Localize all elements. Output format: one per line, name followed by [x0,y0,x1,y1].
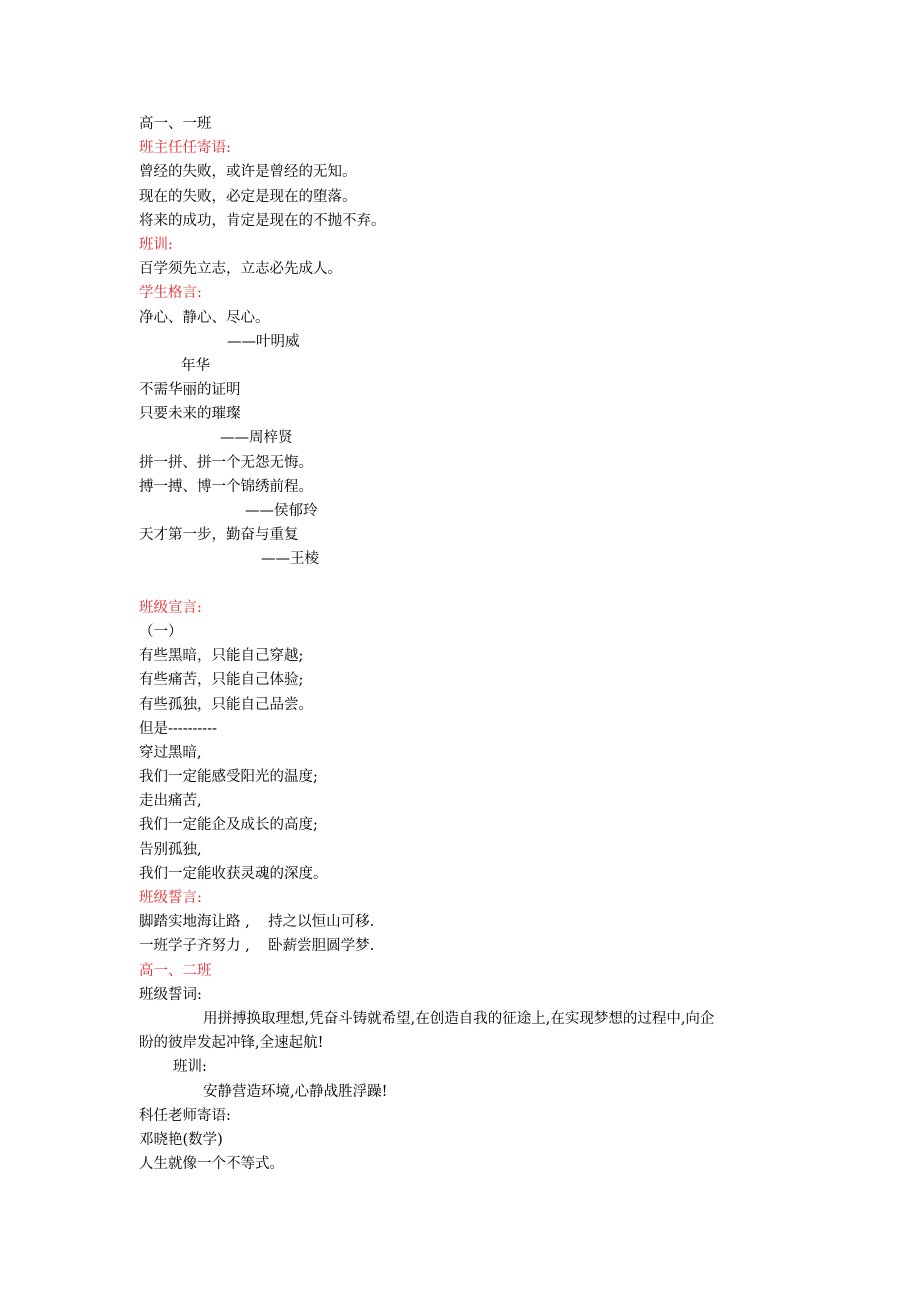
declaration-line: 我们一定能收获灵魂的深度。 [139,865,328,882]
student-quote: 搏一搏、博一个锦绣前程。 [139,478,313,495]
declaration-line: 有些孤独，只能自己品尝。 [139,696,313,713]
declaration-line: 我们一定能企及成长的高度; [139,817,318,834]
declaration-line: 有些黑暗，只能自己穿越; [139,648,304,665]
declaration-line: 穿过黑暗, [139,744,202,761]
quote-author: ——侯郁玲 [245,503,318,519]
declaration-line: 走出痛苦, [139,793,202,810]
student-quote: 天才第一步，勤奋与重复 [139,527,299,544]
poem-line: 不需华丽的证明 [139,382,241,399]
declaration-line: 告别孤独, [139,841,202,858]
oath-line: 脚踏实地海让路 , 持之以恒山可移. [139,914,375,931]
class2-oath-text: 盼的彼岸发起冲锋,全速起航! [139,1035,324,1052]
class-motto: 百学须先立志，立志必先成人。 [139,261,342,278]
subject-teacher-name: 邓晓艳(数学) [139,1131,223,1148]
teacher-message-line: 现在的失败，必定是现在的堕落。 [139,188,357,205]
quote-author: ——叶明威 [227,333,300,350]
oath-heading: 班级誓言: [139,890,202,906]
declaration-line: 但是---------- [139,720,217,737]
class2-motto-heading: 班训: [173,1059,207,1076]
class2-motto: 安静营造环境,心静战胜浮躁! [203,1083,388,1100]
student-quote: 拼一拼、拼一个无怨无悔。 [139,454,313,471]
document-body [139,112,799,1176]
declaration-number: （一） [139,623,183,640]
class2-oath-heading: 班级誓词: [139,986,202,1003]
class2-oath-text: 用拼搏换取理想,凭奋斗铸就希望,在创造自我的征途上,在实现梦想的过程中,向企 [203,1010,715,1027]
teacher-message-line: 将来的成功，肯定是现在的不抛不弃。 [139,212,386,229]
subject-teacher-heading: 科任老师寄语: [139,1107,231,1124]
declaration-line: 有些痛苦，只能自己体验; [139,672,304,689]
student-motto-heading: 学生格言: [139,285,202,302]
subject-teacher-quote: 人生就像一个不等式。 [139,1156,284,1173]
class-motto-heading: 班训: [139,236,173,253]
class1-title: 高一、一班 [139,116,212,132]
declaration-heading: 班级宣言: [139,599,202,616]
oath-line: 一班学子齐努力 , 卧薪尝胆圆学梦. [139,938,375,955]
poem-title: 年华 [181,357,210,374]
quote-author: ——王棱 [261,551,319,568]
class2-title: 高一、二班 [139,962,212,979]
blank-line [139,572,799,596]
declaration-line: 我们一定能感受阳光的温度; [139,769,318,786]
teacher-message-heading: 班主任任寄语: [139,140,231,157]
student-quote: 净心、静心、尽心。 [139,309,270,326]
poem-line: 只要未来的璀璨 [139,406,241,423]
quote-author: ——周梓贤 [220,430,293,447]
teacher-message-line: 曾经的失败，或许是曾经的无知。 [139,164,357,181]
